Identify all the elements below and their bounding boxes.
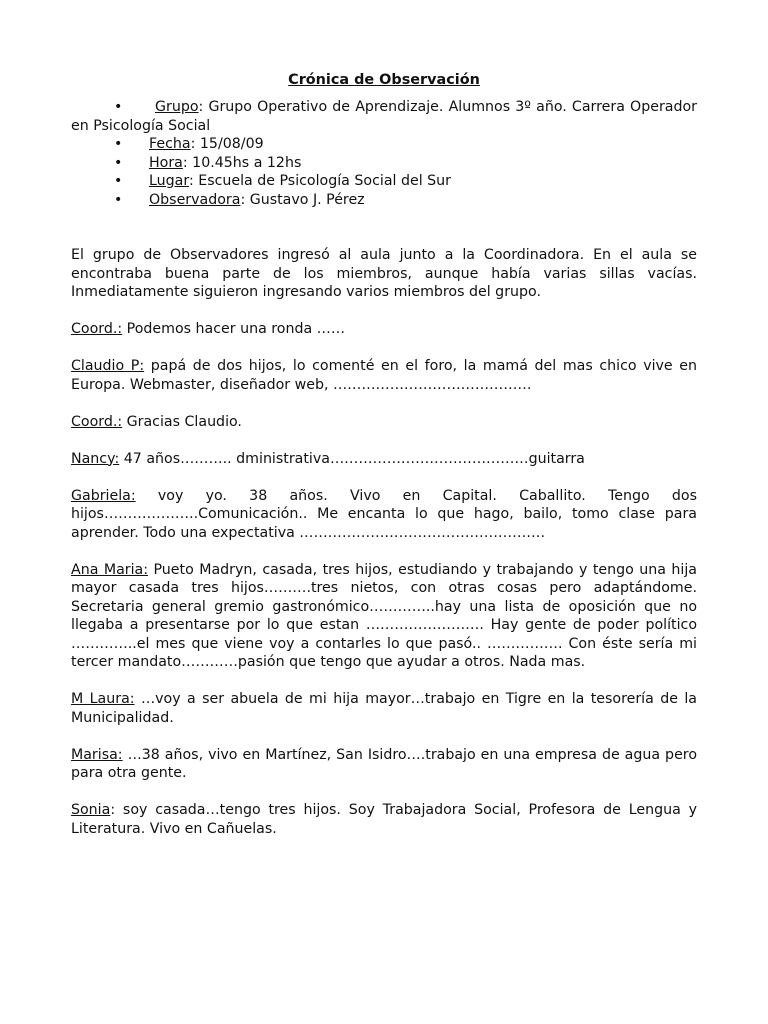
meta-value: : 15/08/09 xyxy=(190,136,264,152)
entry-paragraph xyxy=(71,746,697,783)
speaker-text: Gracias Claudio. xyxy=(122,413,242,430)
speaker-text: …38 años, vivo en Martínez, San Isidro….trabajo en una empresa de agua pero para otra gente. xyxy=(71,746,697,781)
meta-value: : Gustavo J. Pérez xyxy=(240,191,365,208)
meta-item-hora xyxy=(71,154,697,173)
meta-label: Hora xyxy=(149,154,183,171)
meta-value: : 10.45hs a 12hs xyxy=(182,154,302,171)
speaker-text: voy yo. 38 años. Vivo en Capital. Caballito. Tengo dos hijos………………..Comunicación.. Me encanta lo que hago, bailo, tomo clase para aprender. Todo una expectativa ……………………………………………. xyxy=(71,487,697,541)
speaker-name: Coord.: xyxy=(71,321,123,337)
meta-label: Fecha xyxy=(149,136,191,152)
meta-label: Grupo xyxy=(155,99,199,115)
entry-paragraph xyxy=(71,413,697,432)
intro-paragraph: El grupo de Observadores ingresó al aula junto a la Coordinadora. En el aula se encontraba buena parte de los miembros, aunque había varias sillas vacías. Inmediatamente siguieron ingresando varios miembros del grupo. xyxy=(71,247,697,300)
speaker-text: : soy casada…tengo tres hijos. Soy Trabajadora Social, Profesora de Lengua y Literatura. Vivo en Cañuelas. xyxy=(71,802,697,837)
meta-item-fecha xyxy=(71,135,697,154)
bullet-icon: • xyxy=(114,191,123,208)
meta-value: : Grupo Operativo de Aprendizaje. Alumnos 3º año. Carrera Operador en Psicología Social xyxy=(71,99,697,134)
speaker-name: Gabriela: xyxy=(71,487,136,504)
speaker-name: Coord.: xyxy=(71,413,123,430)
entry-paragraph xyxy=(71,320,697,339)
entry-paragraph xyxy=(71,561,697,672)
bullet-icon: • xyxy=(114,99,123,115)
meta-label: Lugar xyxy=(149,173,189,189)
speaker-name: Sonia xyxy=(71,802,111,818)
bullet-icon: • xyxy=(114,173,123,189)
meta-item-lugar xyxy=(71,172,697,191)
entry-paragraph xyxy=(71,801,697,838)
speaker-name: Marisa: xyxy=(71,746,123,763)
metadata-list xyxy=(71,98,697,209)
bullet-icon: • xyxy=(114,136,123,152)
meta-label: Observadora xyxy=(149,191,241,208)
meta-value: : Escuela de Psicología Social del Sur xyxy=(188,173,451,189)
document-title: Crónica de Observación xyxy=(288,72,480,88)
entry-paragraph xyxy=(71,450,697,469)
meta-item-observadora xyxy=(71,191,697,210)
entry-paragraph xyxy=(71,690,697,727)
document-page xyxy=(71,70,697,838)
speaker-name: Claudio P: xyxy=(71,358,145,374)
bullet-icon: • xyxy=(114,154,123,171)
speaker-name: Ana Maria: xyxy=(71,561,149,578)
meta-item-grupo xyxy=(71,98,697,135)
speaker-name: Nancy: xyxy=(71,450,120,467)
speaker-name: M Laura: xyxy=(71,691,135,707)
entry-paragraph xyxy=(71,487,697,543)
entry-paragraph xyxy=(71,357,697,394)
speaker-text: …voy a ser abuela de mi hija mayor…trabajo en Tigre en la tesorería de la Municipalidad. xyxy=(71,691,697,726)
speaker-text: 47 años……….. dministrativa……………………………………guitarra xyxy=(119,450,585,467)
speaker-text: papá de dos hijos, lo comenté en el foro, la mamá del mas chico vive en Europa. Webmaster, diseñador web, …………………………………… xyxy=(71,358,697,393)
speaker-text: Podemos hacer una ronda …… xyxy=(122,321,346,337)
speaker-text: Pueto Madryn, casada, tres hijos, estudiando y trabajando y tengo una hija mayor casada tres hijos……….tres nietos, con otras cosas pero adaptándome. Secretaria general gremio gastronómico…………..hay una lista de oposición que no llegaba a presentarse por lo que estan ……………………. Hay gente de poder político …………..el mes que viene voy a contarles lo que pasó.. ……………. Con éste sería mi tercer mandato…………pasión que tengo que ayudar a otros. Nada mas. xyxy=(71,561,697,670)
